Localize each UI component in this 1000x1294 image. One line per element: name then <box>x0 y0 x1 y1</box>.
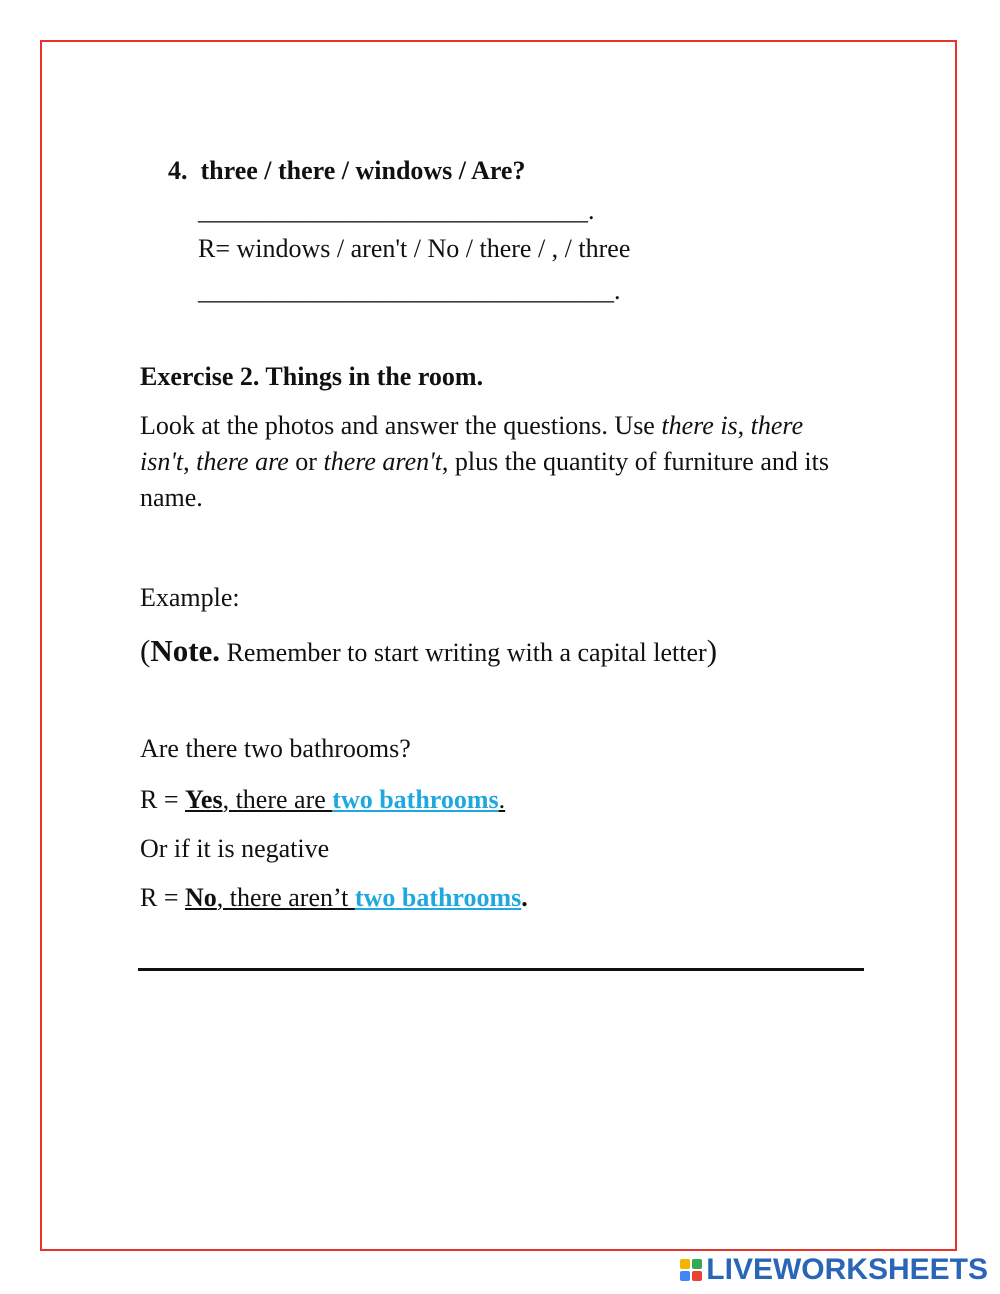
answer-blank-2[interactable]: ________________________________. <box>198 276 621 305</box>
question-4 <box>168 156 525 186</box>
response-prompt: R= windows / aren't / No / there / , / three <box>198 234 631 263</box>
answer-line[interactable] <box>138 968 864 971</box>
exercise-title: Exercise 2. Things in the room. <box>140 362 484 391</box>
logo-text: LIVEWORKSHEETS <box>706 1253 988 1286</box>
highlight-text: two bathrooms <box>332 785 499 814</box>
exercise-instruction: Look at the photos and answer the questions. Use there is, there isn't, there are or there aren't, plus the quantity of furniture and its name. <box>140 411 829 512</box>
question-number: 4. <box>168 156 188 185</box>
example-label: Example: <box>140 583 240 612</box>
note-label: Note. <box>150 633 221 668</box>
question-prompt: three / there / windows / Are? <box>200 156 526 185</box>
logo-icon <box>680 1259 702 1281</box>
negative-label: Or if it is negative <box>140 834 330 863</box>
note: (Note. Remember to start writing with a capital letter) <box>140 633 718 668</box>
example-negative-answer: R = No, there aren’t two bathrooms. <box>140 883 528 912</box>
highlight-text: two bathrooms <box>354 883 522 912</box>
answer-blank-1[interactable]: ______________________________. <box>198 196 595 225</box>
example-positive-answer: R = Yes, there are two bathrooms. <box>140 785 506 814</box>
liveworksheets-logo <box>680 1253 988 1287</box>
example-question: Are there two bathrooms? <box>140 734 411 763</box>
